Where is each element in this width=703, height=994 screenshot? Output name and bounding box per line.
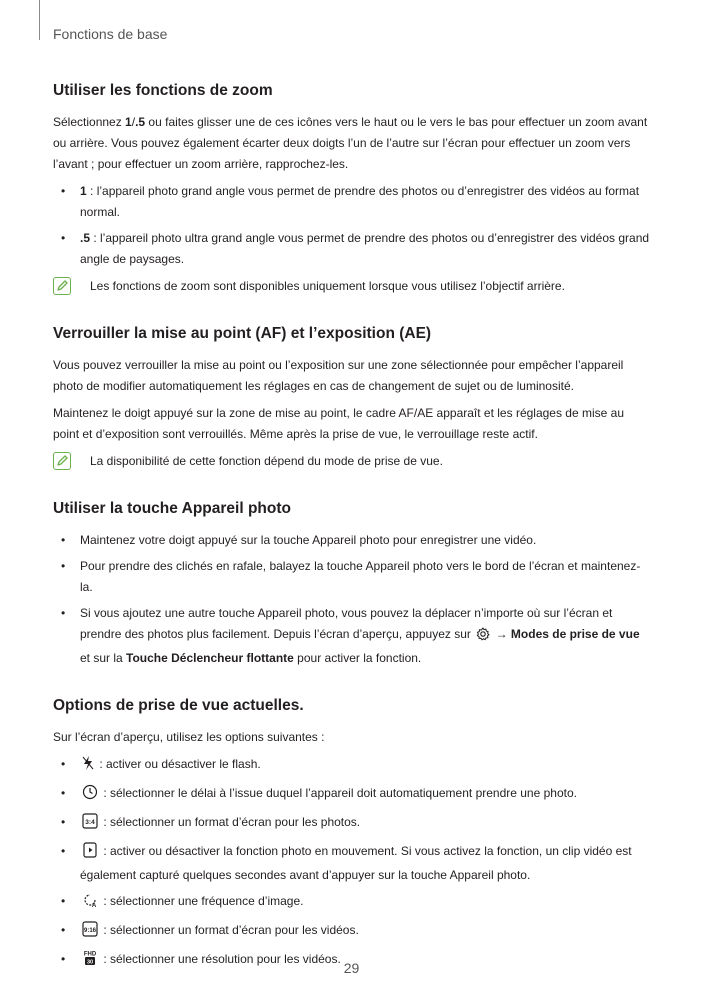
- shutter-heading: Utiliser la touche Appareil photo: [53, 500, 291, 517]
- header-rule: [39, 0, 40, 40]
- timer-icon: [82, 784, 98, 807]
- flash-icon: [82, 755, 94, 778]
- list-item: • FHD 30 : sélectionner une résolution pour les vidéos.: [53, 949, 651, 973]
- list-item: • : sélectionner le délai à l’issue duquel l’appareil doit automatiquement prendre une photo.: [53, 783, 651, 807]
- zoom-list: [53, 181, 651, 270]
- list-item: • 9:16 : sélectionner un format d’écran pour les vidéos.: [53, 920, 651, 944]
- svg-text:A: A: [91, 903, 97, 908]
- ratio-icon: [82, 813, 98, 836]
- list-item: • : activer ou désactiver le flash.: [53, 754, 651, 778]
- zoom-intro: Sélectionnez 1/.5 ou faites glisser une de ces icônes vers le haut ou le vers le bas pour effectuer un zoom avant ou arrière. Vous pouvez également écarter deux doigts l’un de l’autre sur l’écran pour effectuer un zoom vers l’avant ; pour effectuer un zoom arrière, rapprochez-les.: [53, 115, 648, 171]
- video-ratio-icon: [82, 921, 98, 944]
- section-header: Fonctions de base: [53, 26, 168, 42]
- afae-note: La disponibilité de cette fonction dépend du mode de prise de vue.: [53, 451, 651, 472]
- note-icon: [53, 277, 71, 295]
- zoom-heading: Utiliser les fonctions de zoom: [53, 82, 273, 99]
- page-content: [53, 82, 651, 978]
- list-item: • Pour prendre des clichés en rafale, balayez la touche Appareil photo vers le bord de l’écran et maintenez-la.: [61, 559, 641, 594]
- list-item: • .5 : l’appareil photo ultra grand angle vous permet de prendre des photos ou d’enregistrer des vidéos grand angle de paysages.: [61, 231, 650, 266]
- zoom-note: Les fonctions de zoom sont disponibles uniquement lorsque vous utilisez l’objectif arrière.: [53, 276, 651, 297]
- list-item: • Maintenez votre doigt appuyé sur la touche Appareil photo pour enregistrer une vidéo.: [61, 533, 537, 547]
- frame-rate-icon: [82, 892, 98, 915]
- svg-text:9:16: 9:16: [83, 928, 97, 934]
- afae-paragraph: Maintenez le doigt appuyé sur la zone de mise au point, le cadre AF/AE apparaît et les réglages de mise au point et d’exposition sont verrouillés. Même après la prise de vue, le verrouillage reste actif.: [53, 406, 625, 441]
- list-item: • : activer ou désactiver la fonction photo en mouvement. Si vous activez la fonction, un clip vidéo est également capturé quelques secondes avant d’appuyer sur la touche Appareil photo.: [61, 844, 632, 882]
- afae-heading: Verrouiller la mise au point (AF) et l’exposition (AE): [53, 325, 432, 342]
- page-number: 29: [343, 960, 360, 976]
- note-icon: [53, 452, 71, 470]
- list-item: • Si vous ajoutez une autre touche Appareil photo, vous pouvez la déplacer n’importe où sur l’écran et prendre des photos plus facilement. Depuis l’écran d’aperçu, appuyez sur → Modes de prise de vue et sur la Touche Déclencheur flottante pour activer la fonction.: [61, 606, 640, 665]
- shutter-list: [53, 530, 651, 669]
- options-list: [53, 754, 651, 973]
- list-item: • 1 : l’appareil photo grand angle vous permet de prendre des photos ou d’enregistrer des vidéos au format normal.: [61, 184, 640, 219]
- settings-icon: [476, 627, 490, 648]
- list-item: • A : sélectionner une fréquence d’image.: [53, 891, 651, 915]
- svg-text:FHD: FHD: [83, 951, 97, 958]
- svg-text:30: 30: [86, 959, 94, 966]
- options-heading: Options de prise de vue actuelles.: [53, 697, 304, 714]
- list-item: • 3:4 : sélectionner un format d’écran pour les photos.: [53, 812, 651, 836]
- options-intro: Sur l’écran d’aperçu, utilisez les options suivantes :: [53, 730, 325, 744]
- afae-paragraph: Vous pouvez verrouiller la mise au point ou l’exposition sur une zone sélectionnée pour empêcher l’appareil photo de modifier automatiquement les réglages en cas de changement de sujet ou de luminosité.: [53, 358, 624, 393]
- svg-text:3:4: 3:4: [85, 819, 95, 826]
- motion-photo-icon: [82, 842, 98, 865]
